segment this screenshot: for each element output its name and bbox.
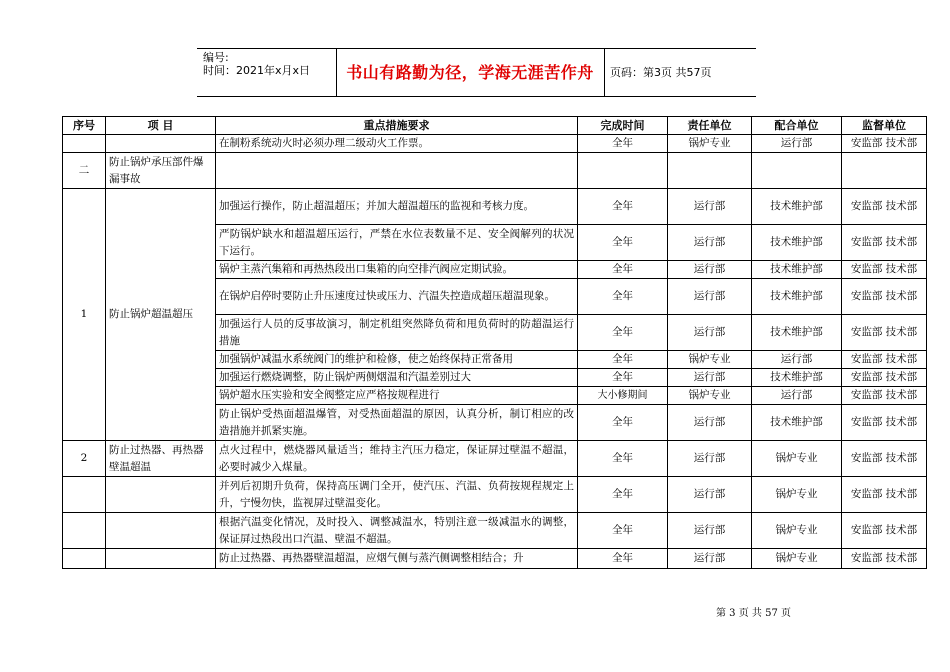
table-row xyxy=(63,513,927,549)
col-header-supervising-unit: 监督单位 xyxy=(842,117,927,135)
row-cooperating-unit xyxy=(752,153,842,189)
row-completion-time xyxy=(578,153,668,189)
row-responsible-unit: 运行部 xyxy=(668,441,752,477)
header-divider-right xyxy=(604,49,605,96)
row-supervising-unit: 安监部 技术部 xyxy=(842,351,927,369)
row-requirement: 锅炉超水压实验和安全阀整定应严格按规程进行 xyxy=(216,387,578,405)
row-item xyxy=(106,477,216,513)
row-cooperating-unit: 技术维护部 xyxy=(752,225,842,261)
footer-page-number: 第 3 页 共 57 页 xyxy=(716,608,791,619)
row-responsible-unit: 运行部 xyxy=(668,225,752,261)
table-row xyxy=(63,441,927,477)
col-header-no: 序号 xyxy=(63,117,106,135)
section-row xyxy=(63,153,927,189)
row-supervising-unit: 安监部 技术部 xyxy=(842,279,927,315)
row-no: 1 xyxy=(63,189,106,441)
col-header-completion-time: 完成时间 xyxy=(578,117,668,135)
section-title: 防止锅炉承压部件爆漏事故 xyxy=(106,153,216,189)
row-responsible-unit: 锅炉专业 xyxy=(668,351,752,369)
row-completion-time: 全年 xyxy=(578,369,668,387)
row-completion-time: 全年 xyxy=(578,261,668,279)
row-completion-time: 全年 xyxy=(578,279,668,315)
row-cooperating-unit: 运行部 xyxy=(752,135,842,153)
row-responsible-unit: 运行部 xyxy=(668,513,752,549)
measures-table xyxy=(62,116,927,569)
row-responsible-unit: 运行部 xyxy=(668,261,752,279)
row-requirement: 加强锅炉减温水系统阀门的维护和检修，使之始终保持正常备用 xyxy=(216,351,578,369)
row-requirement: 锅炉主蒸汽集箱和再热热段出口集箱的向空排汽阀应定期试验。 xyxy=(216,261,578,279)
row-supervising-unit: 安监部 技术部 xyxy=(842,315,927,351)
row-supervising-unit: 安监部 技术部 xyxy=(842,261,927,279)
section-no: 二 xyxy=(63,153,106,189)
row-requirement: 严防锅炉缺水和超温超压运行，严禁在水位表数量不足、安全阀解列的状况下运行。 xyxy=(216,225,578,261)
row-cooperating-unit: 技术维护部 xyxy=(752,261,842,279)
row-requirement: 并列后初期升负荷，保持高压调门全开，使汽压、汽温、负荷按规程规定上升，宁慢勿快，监视屏过壁温变化。 xyxy=(216,477,578,513)
row-no xyxy=(63,549,106,569)
row-cooperating-unit: 锅炉专业 xyxy=(752,513,842,549)
row-no xyxy=(63,477,106,513)
row-completion-time: 全年 xyxy=(578,405,668,441)
table-row xyxy=(63,135,927,153)
row-requirement: 防止锅炉受热面超温爆管，对受热面超温的原因，认真分析，制订相应的改造措施并抓紧实施。 xyxy=(216,405,578,441)
row-completion-time: 全年 xyxy=(578,549,668,569)
row-cooperating-unit: 技术维护部 xyxy=(752,369,842,387)
row-requirement: 防止过热器、再热器壁温超温，应烟气侧与蒸汽侧调整相结合；升 xyxy=(216,549,578,569)
row-responsible-unit: 运行部 xyxy=(668,315,752,351)
row-cooperating-unit: 技术维护部 xyxy=(752,279,842,315)
col-header-cooperating-unit: 配合单位 xyxy=(752,117,842,135)
row-supervising-unit: 安监部 技术部 xyxy=(842,387,927,405)
row-requirement xyxy=(216,153,578,189)
row-item: 防止过热器、再热器壁温超温 xyxy=(106,441,216,477)
row-supervising-unit: 安监部 技术部 xyxy=(842,225,927,261)
row-responsible-unit: 锅炉专业 xyxy=(668,135,752,153)
row-responsible-unit xyxy=(668,153,752,189)
col-header-requirement: 重点措施要求 xyxy=(216,117,578,135)
row-responsible-unit: 运行部 xyxy=(668,189,752,225)
row-cooperating-unit: 锅炉专业 xyxy=(752,477,842,513)
row-item xyxy=(106,513,216,549)
row-supervising-unit: 安监部 技术部 xyxy=(842,135,927,153)
row-requirement: 点火过程中，燃烧器风量适当；维持主汽压力稳定，保证屏过壁温不超温，必要时减少入煤量。 xyxy=(216,441,578,477)
row-requirement: 在锅炉启停时要防止升压速度过快或压力、汽温失控造成超压超温现象。 xyxy=(216,279,578,315)
row-completion-time: 全年 xyxy=(578,225,668,261)
row-completion-time: 全年 xyxy=(578,477,668,513)
row-requirement: 加强运行燃烧调整，防止锅炉两侧烟温和汽温差别过大 xyxy=(216,369,578,387)
row-responsible-unit: 锅炉专业 xyxy=(668,387,752,405)
col-header-responsible-unit: 责任单位 xyxy=(668,117,752,135)
row-completion-time: 全年 xyxy=(578,351,668,369)
row-cooperating-unit: 技术维护部 xyxy=(752,315,842,351)
row-no xyxy=(63,513,106,549)
header-bottom-rule xyxy=(197,96,756,97)
row-no: 2 xyxy=(63,441,106,477)
col-header-item: 项 目 xyxy=(106,117,216,135)
page-info: 页码：第3页 共57页 xyxy=(610,66,712,79)
table-row xyxy=(63,477,927,513)
row-completion-time: 大小修期间 xyxy=(578,387,668,405)
table-header-row xyxy=(63,117,927,135)
row-requirement: 加强运行操作，防止超温超压；并加大超温超压的监视和考核力度。 xyxy=(216,189,578,225)
doc-number-label: 编号: xyxy=(203,51,229,64)
row-cooperating-unit: 运行部 xyxy=(752,387,842,405)
row-requirement: 在制粉系统动火时必须办理二级动火工作票。 xyxy=(216,135,578,153)
row-supervising-unit: 安监部 技术部 xyxy=(842,189,927,225)
row-supervising-unit: 安监部 技术部 xyxy=(842,405,927,441)
header-top-rule xyxy=(197,48,756,49)
row-supervising-unit: 安监部 技术部 xyxy=(842,477,927,513)
row-item xyxy=(106,549,216,569)
row-cooperating-unit: 技术维护部 xyxy=(752,405,842,441)
row-supervising-unit: 安监部 技术部 xyxy=(842,441,927,477)
row-supervising-unit: 安监部 技术部 xyxy=(842,513,927,549)
row-supervising-unit: 安监部 技术部 xyxy=(842,549,927,569)
row-completion-time: 全年 xyxy=(578,513,668,549)
row-responsible-unit: 运行部 xyxy=(668,477,752,513)
row-completion-time: 全年 xyxy=(578,315,668,351)
date-line: 时间：2021年x月x日 xyxy=(203,64,311,77)
row-cooperating-unit: 锅炉专业 xyxy=(752,441,842,477)
row-cooperating-unit: 锅炉专业 xyxy=(752,549,842,569)
table-row xyxy=(63,189,927,225)
row-completion-time: 全年 xyxy=(578,441,668,477)
row-cooperating-unit: 技术维护部 xyxy=(752,189,842,225)
row-responsible-unit: 运行部 xyxy=(668,549,752,569)
motto-text: 书山有路勤为径，学海无涯苦作舟 xyxy=(346,63,594,82)
row-no xyxy=(63,135,106,153)
row-requirement: 根据汽温变化情况，及时投入、调整减温水，特别注意一级减温水的调整，保证屏过热段出口汽温、壁温不超温。 xyxy=(216,513,578,549)
row-item: 防止锅炉超温超压 xyxy=(106,189,216,441)
row-completion-time: 全年 xyxy=(578,189,668,225)
table-row xyxy=(63,549,927,569)
row-responsible-unit: 运行部 xyxy=(668,405,752,441)
row-responsible-unit: 运行部 xyxy=(668,279,752,315)
row-supervising-unit: 安监部 技术部 xyxy=(842,369,927,387)
row-supervising-unit xyxy=(842,153,927,189)
row-cooperating-unit: 运行部 xyxy=(752,351,842,369)
row-completion-time: 全年 xyxy=(578,135,668,153)
row-responsible-unit: 运行部 xyxy=(668,369,752,387)
row-item xyxy=(106,135,216,153)
row-requirement: 加强运行人员的反事故演习，制定机组突然降负荷和甩负荷时的防超温运行措施 xyxy=(216,315,578,351)
